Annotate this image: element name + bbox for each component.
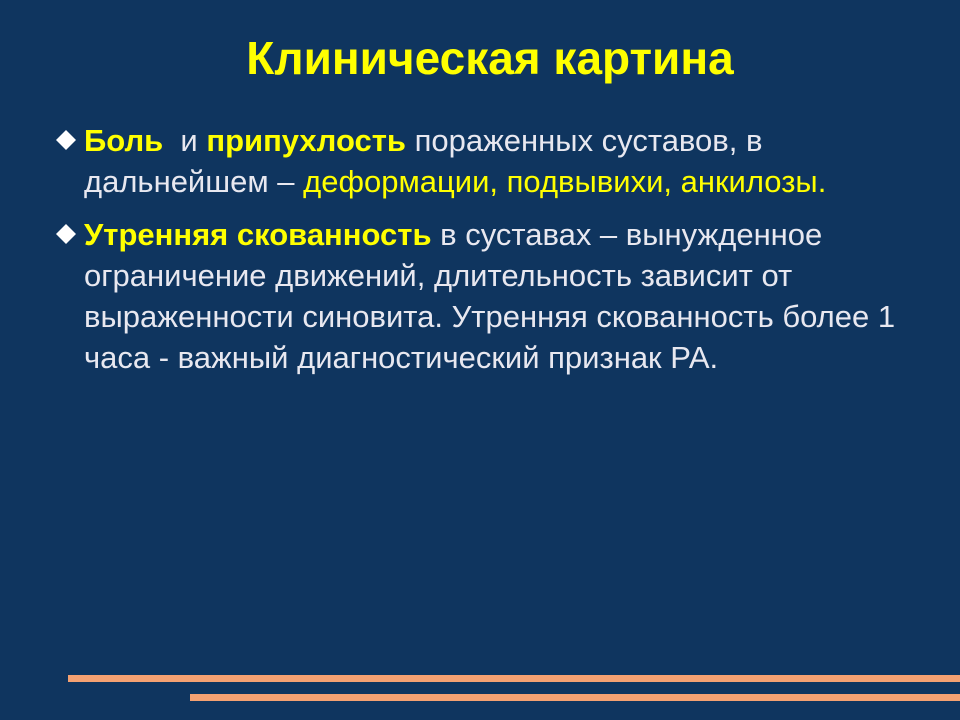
bullet-text: пораженных суставов, в дальнейшем – <box>84 123 763 199</box>
slide-title: Клиническая картина <box>246 32 734 84</box>
bullet-text: в суставах – вынужденное ограничение движений, длительность зависит от выраженности синовита. Утренняя скованность более 1 часа - важный диагностический признак РА. <box>84 217 896 375</box>
bullet-list <box>48 120 908 390</box>
bullet-text-end: . <box>817 164 827 199</box>
bullet-text: и <box>163 123 207 158</box>
diamond-bullet-icon <box>51 122 81 158</box>
diamond-bullet-icon <box>51 216 81 252</box>
bullet-item-morning-stiffness <box>48 214 908 378</box>
decorative-stripe-bottom <box>190 694 960 701</box>
term-swelling: припухлость <box>206 123 406 158</box>
term-pain: Боль <box>84 123 164 158</box>
bullet-item-pain-swelling <box>48 120 908 202</box>
term-deformities: деформации, подвывихи, анкилозы <box>303 164 818 199</box>
term-morning-stiffness: Утренняя скованность <box>84 217 432 252</box>
decorative-stripe-top <box>68 675 960 682</box>
